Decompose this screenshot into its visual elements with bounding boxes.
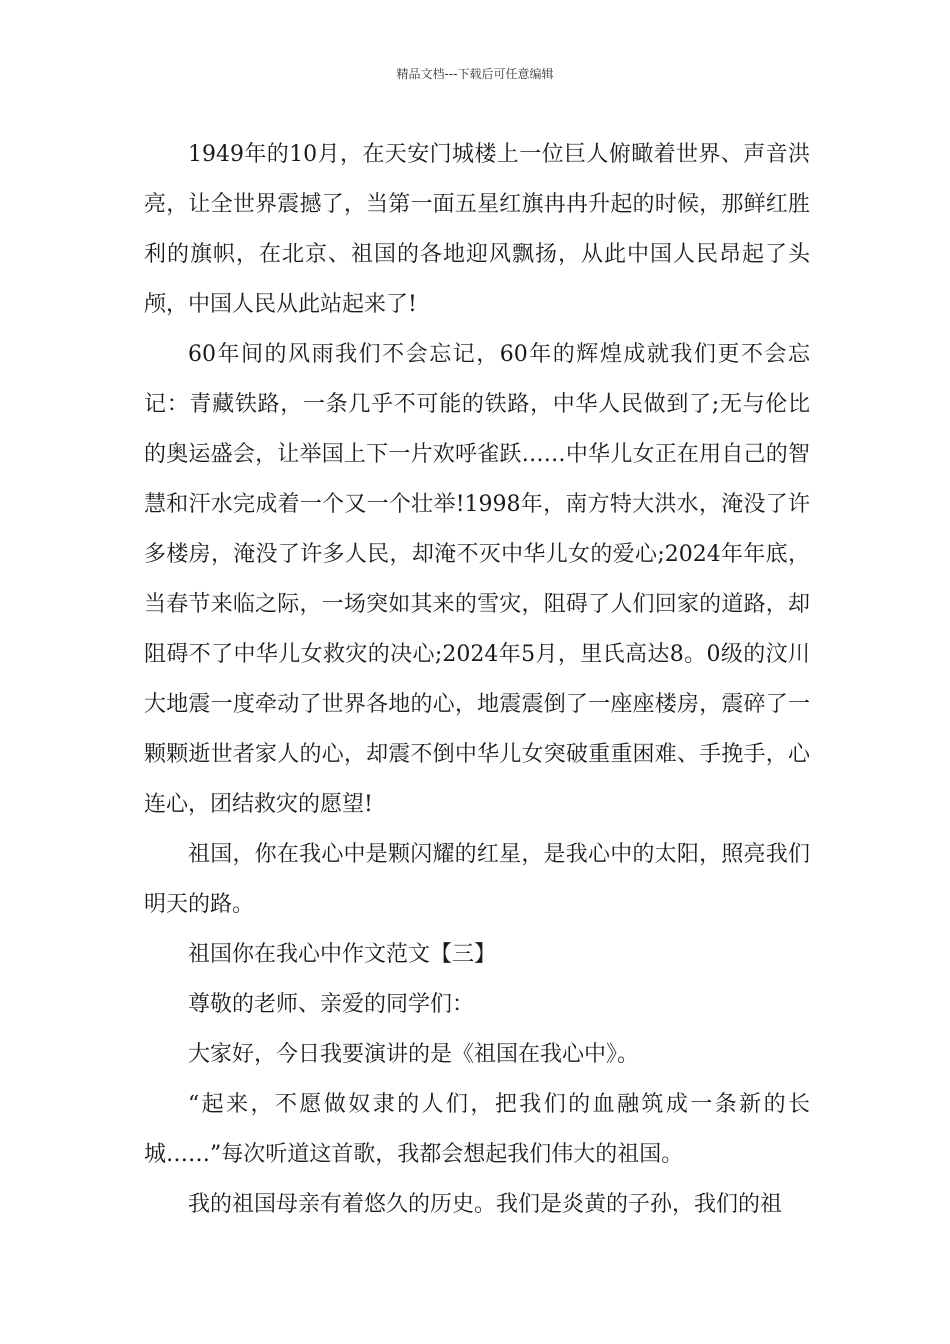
greeting: 大家好，今日我要演讲的是《祖国在我心中》。 xyxy=(188,1042,640,1067)
paragraph-history: 我的祖国母亲有着悠久的历史。我们是炎黄的子孙，我们的祖 xyxy=(188,1192,783,1217)
paragraph-song: “起来，不愿做奴隶的人们，把我们的血融筑成一条新的长城……”每次听道这首歌，我都会想起我们伟大的祖国。 xyxy=(144,1092,810,1167)
salutation: 尊敬的老师、亲爱的同学们： xyxy=(188,992,475,1017)
page-header: 精品文档---下载后可任意编辑 xyxy=(396,67,554,81)
document-body xyxy=(144,130,810,1230)
paragraph-red-star: 祖国，你在我心中是颗闪耀的红星，是我心中的太阳，照亮我们明天的路。 xyxy=(144,842,810,917)
paragraph-1949: 1949年的10月，在天安门城楼上一位巨人俯瞰着世界、声音洪亮，让全世界震撼了，当第一面五星红旗冉冉升起的时候，那鲜红胜利的旗帜，在北京、祖国的各地迎风飘扬，从此中国人民昂起了头颅，中国人民从此站起来了! xyxy=(144,142,810,317)
section-title: 祖国你在我心中作文范文【三】 xyxy=(188,942,497,967)
paragraph-60-years: 60年间的风雨我们不会忘记，60年的辉煌成就我们更不会忘记：青藏铁路，一条几乎不可能的铁路，中华人民做到了;无与伦比的奥运盛会，让举国上下一片欢呼雀跃……中华儿女正在用自己的智慧和汗水完成着一个又一个壮举!1998年，南方特大洪水，淹没了许多楼房，淹没了许多人民，却淹不灭中华儿女的爱心;2024年年底，当春节来临之际，一场突如其来的雪灾，阻碍了人们回家的道路，却阻碍不了中华儿女救灾的决心;2024年5月，里氏高达8。0级的汶川大地震一度牵动了世界各地的心，地震震倒了一座座楼房，震碎了一颗颗逝世者家人的心，却震不倒中华儿女突破重重困难、手挽手，心连心，团结救灾的愿望! xyxy=(144,342,810,817)
